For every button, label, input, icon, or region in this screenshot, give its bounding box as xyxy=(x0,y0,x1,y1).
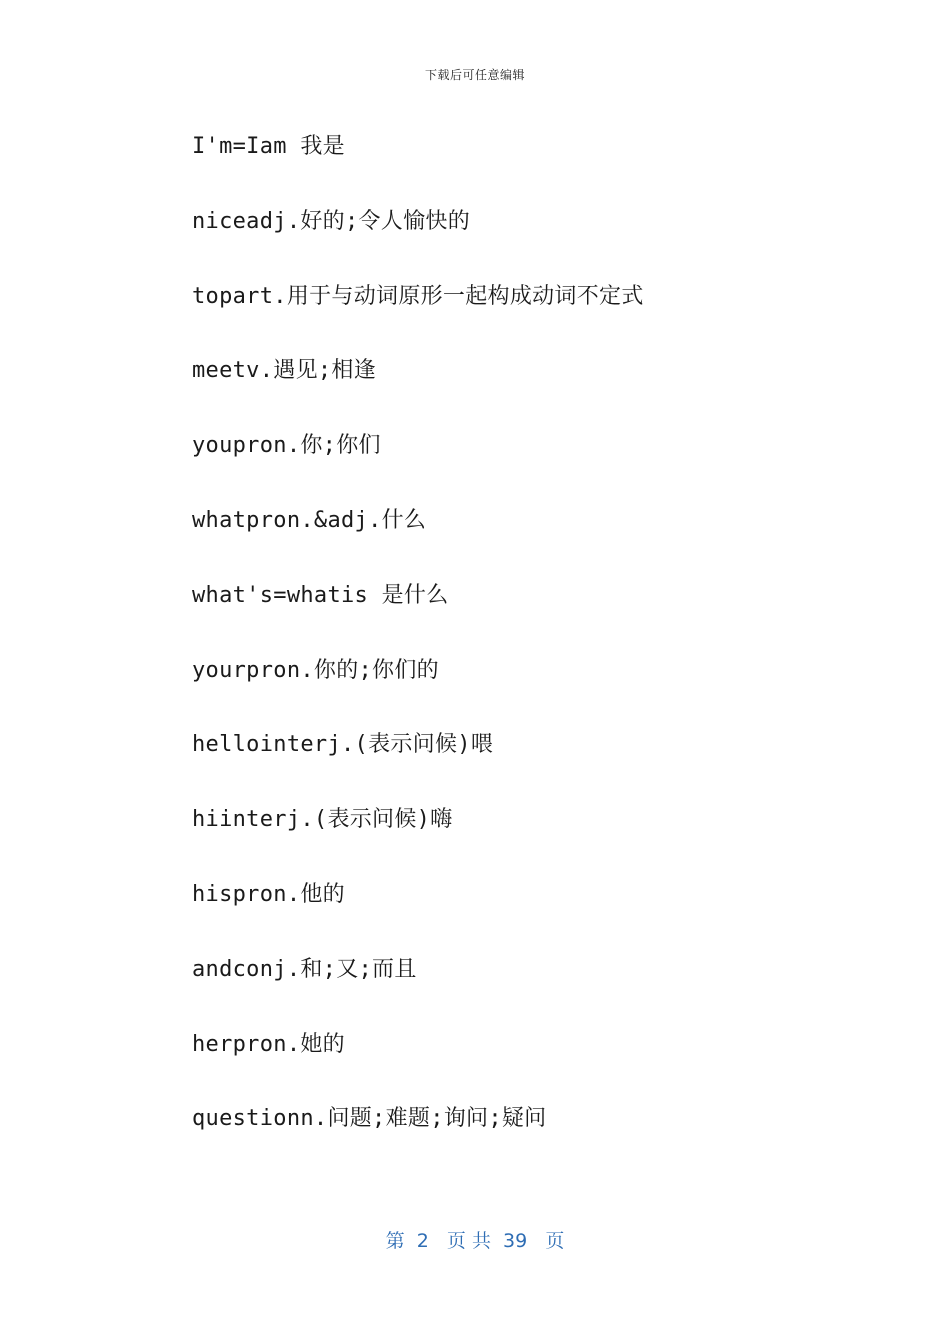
vocabulary-entry: yourpron.你的;你们的 xyxy=(192,657,439,683)
vocabulary-entry: I'm=Iam 我是 xyxy=(192,134,345,159)
vocabulary-entry: youpron.你;你们 xyxy=(192,433,381,459)
vocabulary-entry: what's=whatis 是什么 xyxy=(192,582,449,608)
vocabulary-entry: topart.用于与动词原形一起构成动词不定式 xyxy=(192,283,644,309)
vocabulary-entry: whatpron.&adj.什么 xyxy=(192,507,427,533)
vocabulary-list xyxy=(192,128,892,1175)
vocabulary-entry: andconj.和;又;而且 xyxy=(192,956,417,982)
vocabulary-entry: herpron.她的 xyxy=(192,1031,345,1057)
vocabulary-entry: hispron.他的 xyxy=(192,881,345,907)
vocabulary-entry: hiinterj.(表示问候)嗨 xyxy=(192,807,453,833)
vocabulary-entry: questionn.问题;难题;询问;疑问 xyxy=(192,1106,547,1132)
vocabulary-entry: niceadj.好的;令人愉快的 xyxy=(192,208,471,234)
page-number-footer: 第 2 页 共 39 页 xyxy=(385,1230,565,1252)
header-note: 下载后可任意编辑 xyxy=(424,68,525,82)
vocabulary-entry: meetv.遇见;相逢 xyxy=(192,358,377,384)
vocabulary-entry: hellointerj.(表示问候)喂 xyxy=(192,732,494,758)
